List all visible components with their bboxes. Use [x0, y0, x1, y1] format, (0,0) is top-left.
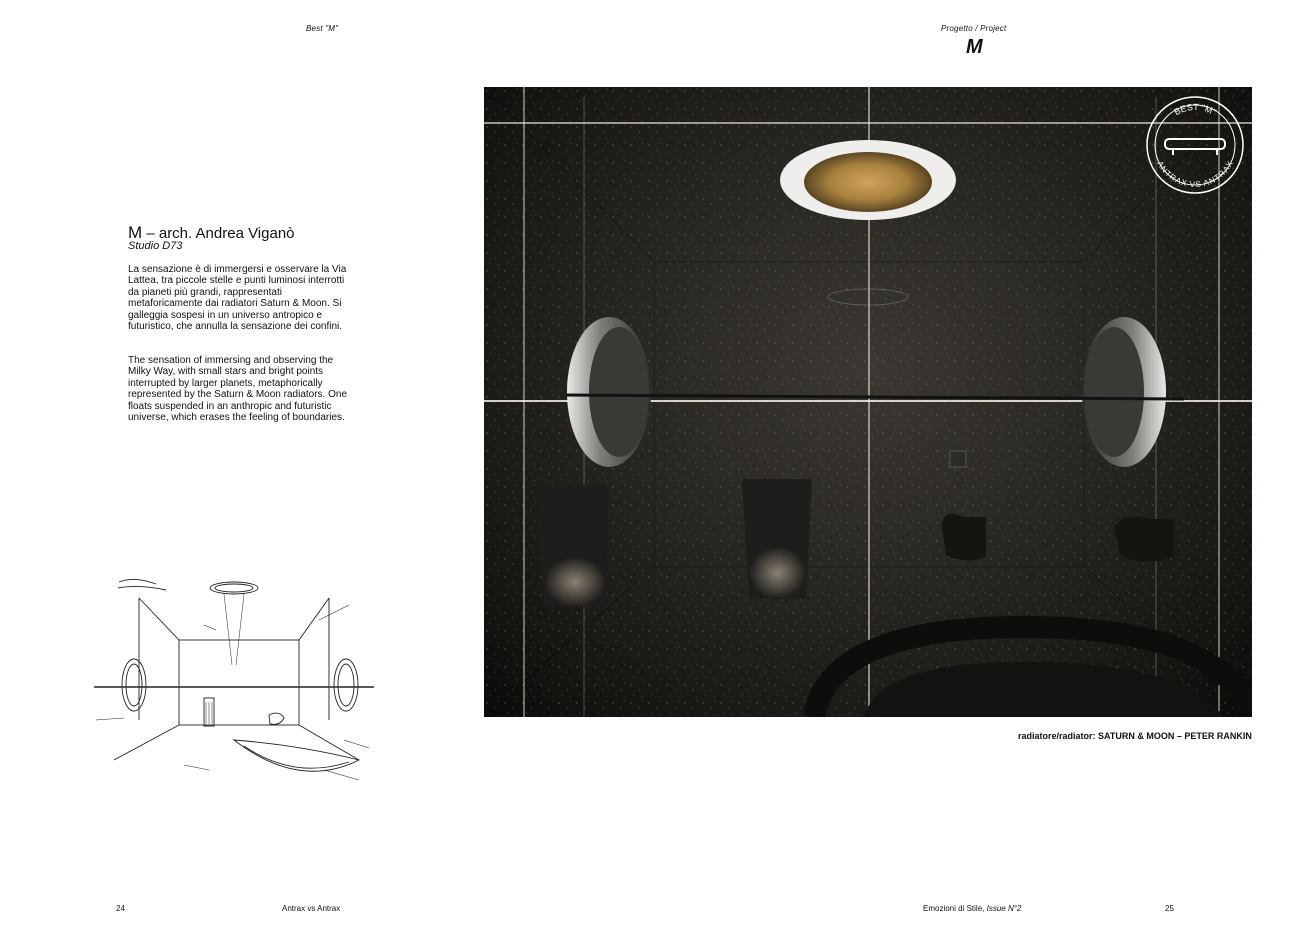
bathroom-render-photo — [484, 87, 1252, 717]
project-architect: – arch. Andrea Viganò — [142, 225, 295, 242]
project-title-letter: M — [128, 223, 143, 242]
studio-name: Studio D73 — [128, 240, 183, 252]
left-running-head: Best "M" — [306, 24, 339, 33]
project-letter: M — [966, 36, 983, 58]
body-text-italian: La sensazione è di immergersi e osservare la Via Lattea, tra piccole stelle e punti luminosi interrotti da pianeti più grandi, rappresentati metaforicamente dai radiatori Saturn & Moon. Si galleggia sospesi in un universo antropico e futuristico, che annulla la sensazione dei confini. — [128, 264, 347, 333]
badge-top-text: BEST "M" — [1172, 101, 1218, 118]
right-folio-title-plain: Emozioni di Stile, — [923, 904, 987, 913]
left-folio-number: 24 — [116, 904, 125, 913]
right-folio-number: 25 — [1165, 904, 1174, 913]
best-m-badge — [1145, 95, 1245, 195]
concept-sketch — [84, 570, 384, 800]
photo-caption: radiatore/radiator: SATURN & MOON – PETER RANKIN — [1018, 731, 1252, 741]
right-folio-title — [923, 904, 1021, 913]
left-folio-title: Antrax vs Antrax — [282, 904, 341, 913]
radiator-icon — [1165, 139, 1225, 155]
body-text-english: The sensation of immersing and observing the Milky Way, with small stars and bright points interrupted by larger planets, metaphorically represented by the Saturn & Moon radiators. One floats suspended in an anthropic and futuristic universe, which erases the feeling of boundaries. — [128, 355, 348, 424]
right-folio-issue: Issue N°2 — [986, 904, 1022, 913]
svg-text:BEST "M" — [1172, 102, 1217, 117]
right-running-head: Progetto / Project — [941, 24, 1007, 33]
badge-bottom-text: ANTRAX VS ANTRAX — [1155, 159, 1235, 190]
